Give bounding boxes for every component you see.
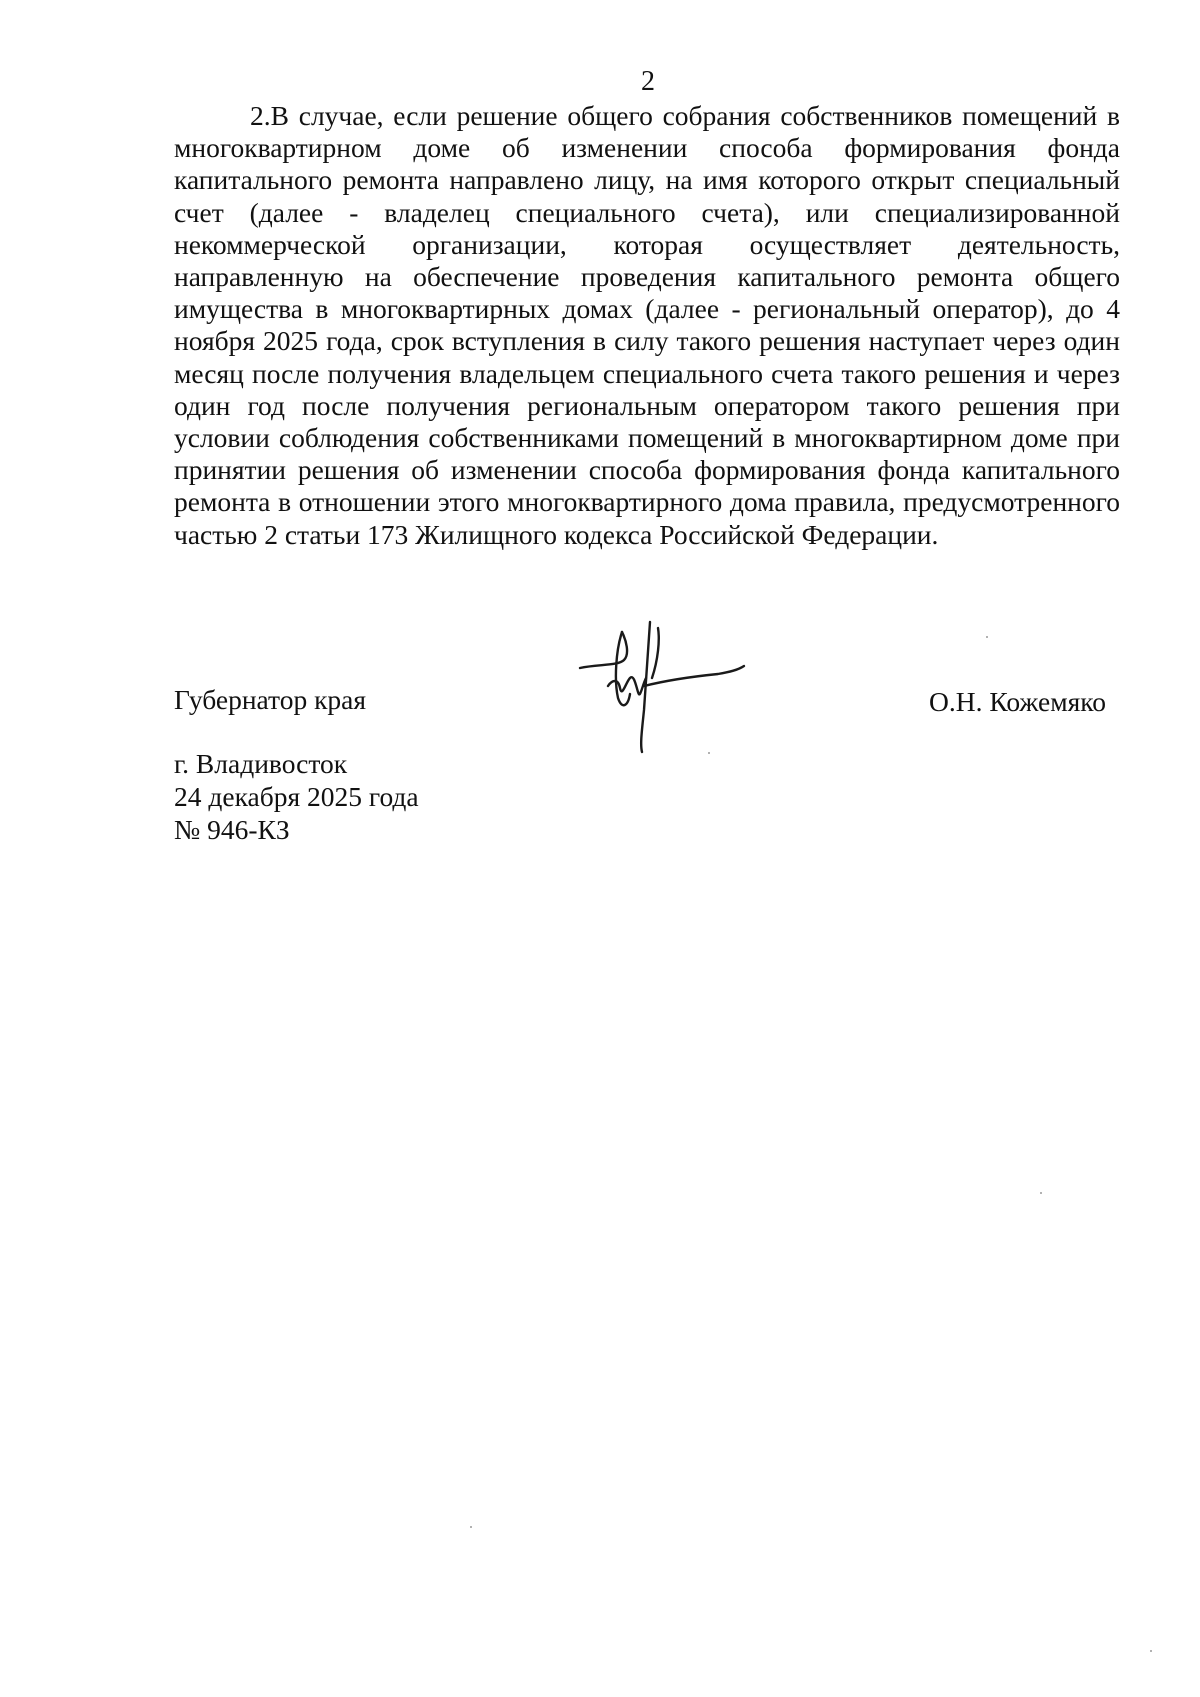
date-line: 24 декабря 2025 года xyxy=(174,781,419,812)
scan-speck xyxy=(1040,1192,1042,1194)
scan-speck xyxy=(986,636,988,638)
city-line: г. Владивосток xyxy=(174,748,348,779)
document-meta xyxy=(174,747,419,846)
scan-speck xyxy=(708,752,710,754)
handwritten-signature xyxy=(578,620,750,756)
page-number: 2 xyxy=(641,66,655,97)
scan-speck xyxy=(1150,1650,1152,1652)
signer-name: О.Н. Кожемяко xyxy=(929,686,1106,717)
signature-block xyxy=(0,620,1200,740)
signer-position: Губернатор края xyxy=(174,684,367,715)
document-number-line: № 946-КЗ xyxy=(174,814,290,845)
body-paragraph: 2.В случае, если решение общего собрания собственников помещений в многоквартирном доме об изменении способа формирования фонда капитального ремонта направлено лицу, на имя которого открыт специальный счет (далее - владелец специального счета), или специализированной некоммерческой организации, которая осуществляет деятельность, направленную на обеспечение проведения капитального ремонта общего имущества в многоквартирных домах (далее - региональный оператор), до 4 ноября 2025 года, срок вступления в силу такого решения наступает через один месяц после получения владельцем специального счета такого решения и через один год после получения региональным оператором такого решения при условии соблюдения собственниками помещений в многоквартирном доме при принятии решения об изменении способа формирования фонда капитального ремонта в отношении этого многоквартирного дома правила, предусмотренного частью 2 статьи 173 Жилищного кодекса Российской Федерации. xyxy=(174,100,1120,550)
scan-speck xyxy=(470,1526,472,1528)
